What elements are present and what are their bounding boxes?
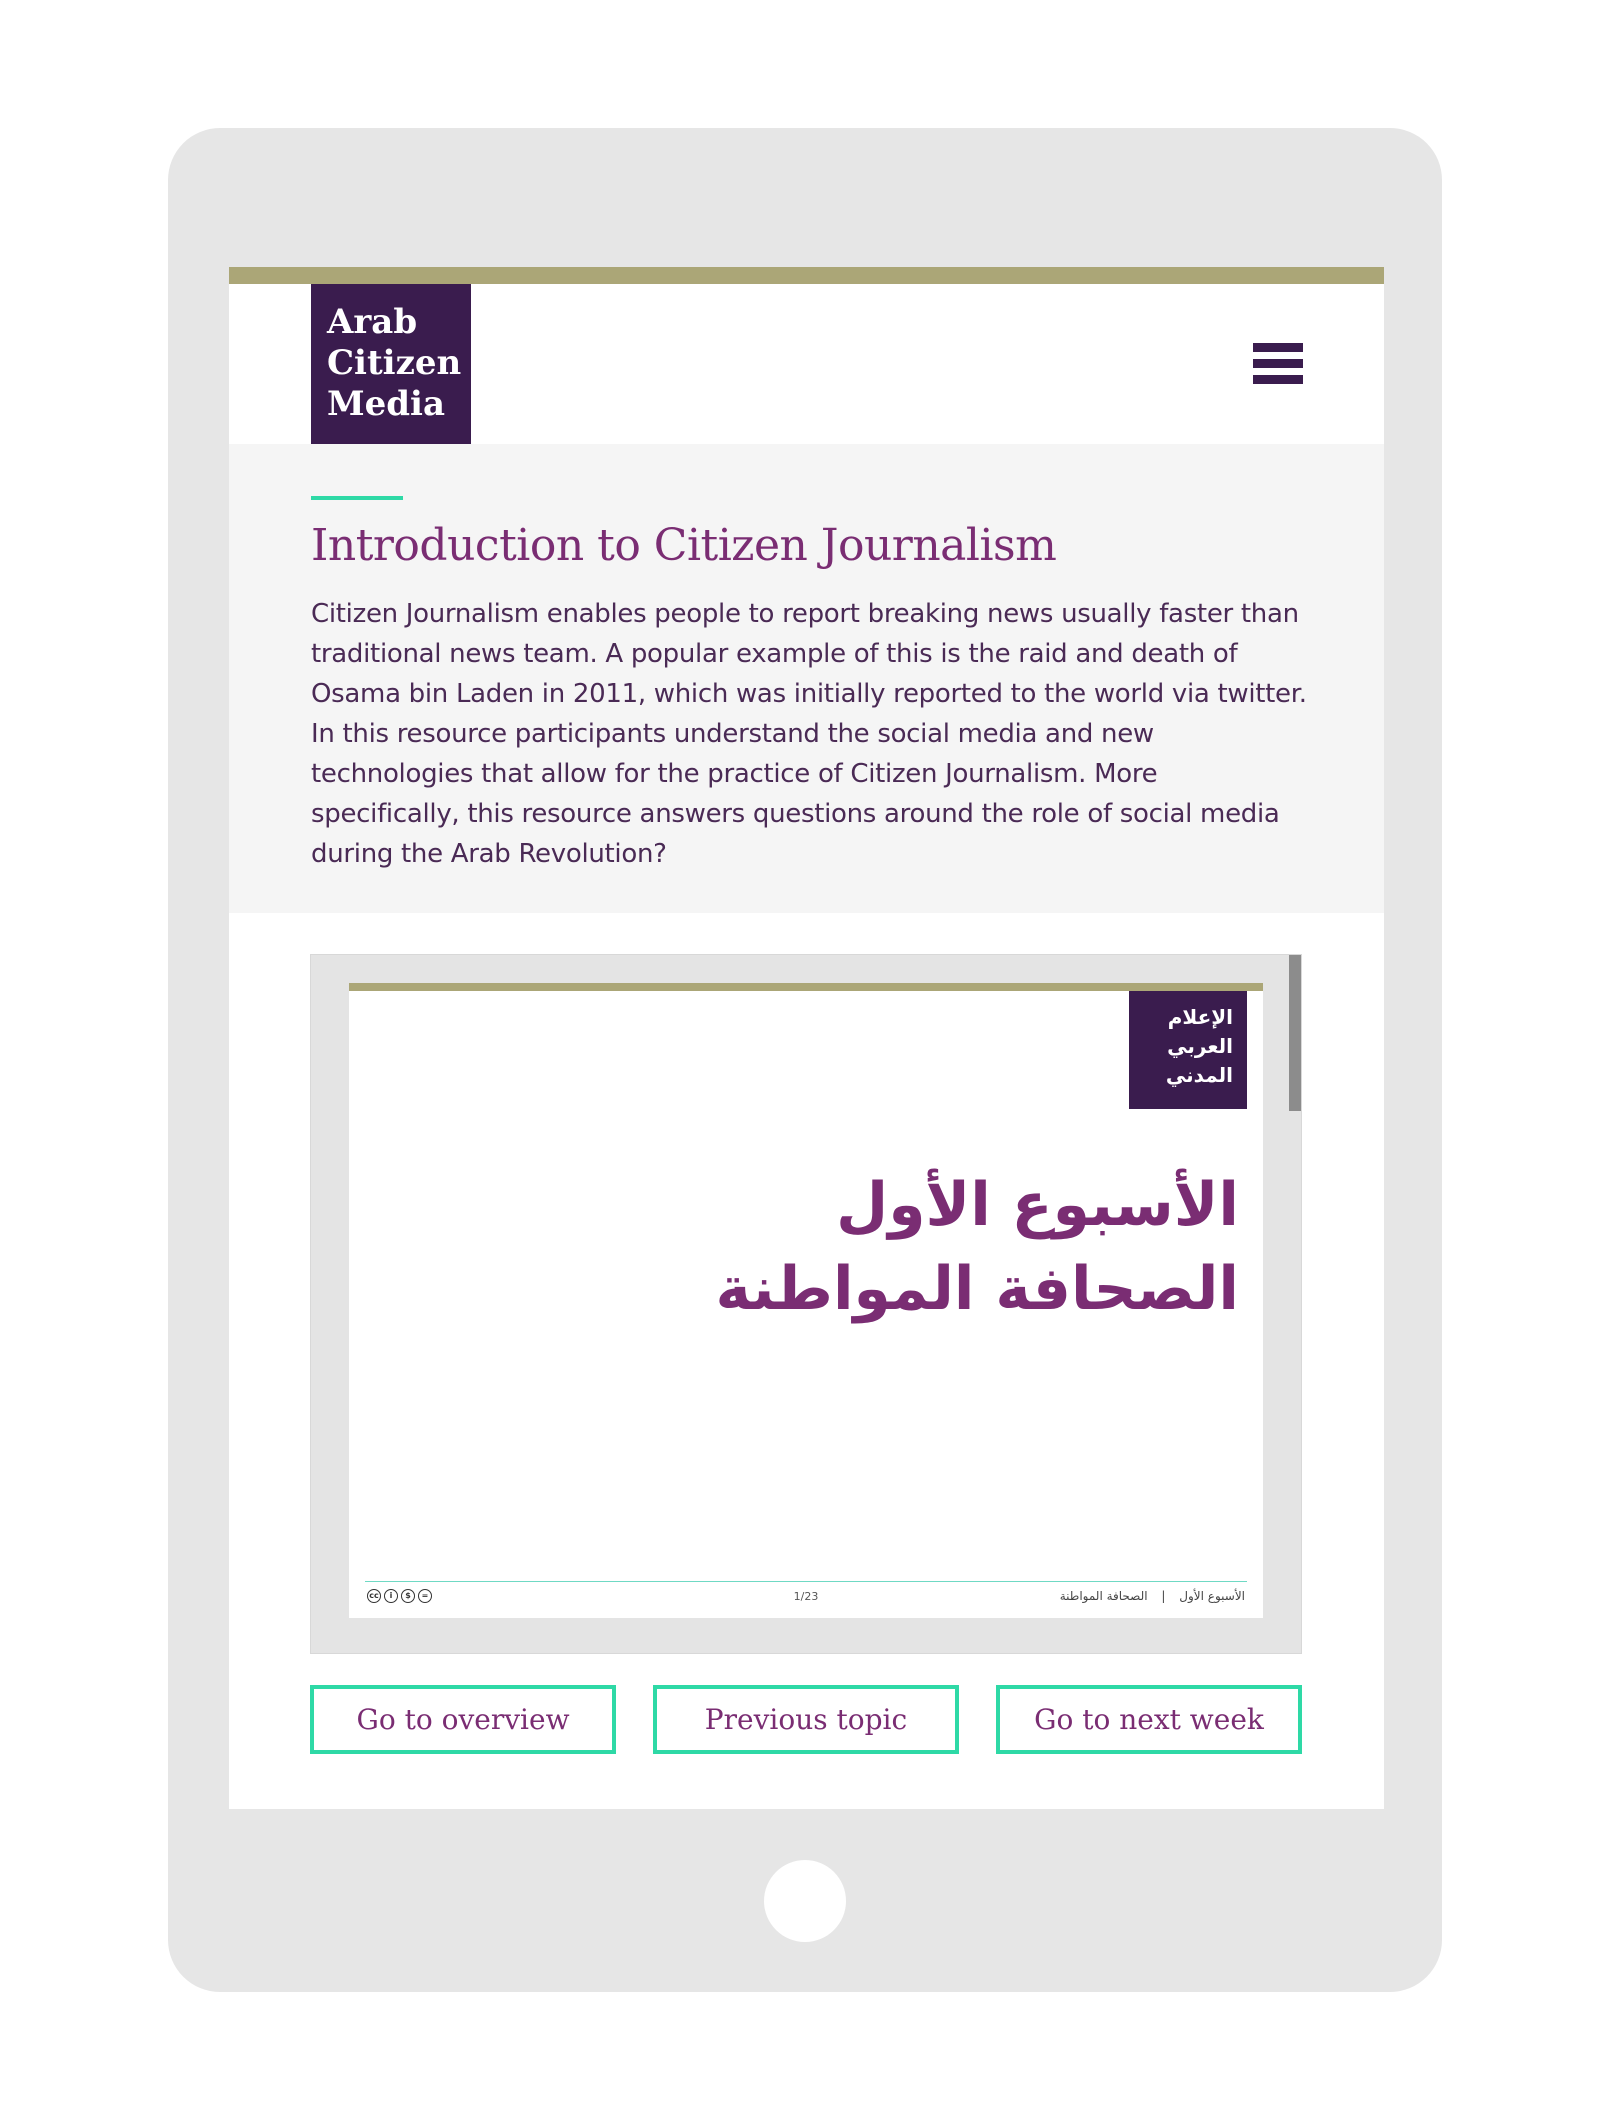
slide-footer-labels xyxy=(1060,1589,1245,1603)
slide-footer-divider xyxy=(365,1581,1247,1582)
intro-section xyxy=(229,444,1384,913)
site-logo[interactable] xyxy=(311,284,471,444)
page-title: Introduction to Citizen Journalism xyxy=(311,520,1057,571)
logo-line: Media xyxy=(327,384,445,424)
footer-week: الأسبوع الأول xyxy=(1179,1589,1245,1603)
license-icons xyxy=(367,1589,432,1605)
slide-title xyxy=(716,1163,1239,1331)
site-header xyxy=(229,284,1384,444)
slide-page-number: 1/23 xyxy=(793,1590,819,1603)
slide xyxy=(349,983,1263,1618)
footer-topic: الصحافة المواطنة xyxy=(1059,1589,1148,1603)
nc-icon: $ xyxy=(401,1589,415,1603)
slide-logo xyxy=(1129,991,1247,1109)
intro-description: Citizen Journalism enables people to report breaking news usually faster than traditional news team. A popular example of this is the raid and death of Osama bin Laden in 2011, which was initially reported to the world via twitter. In this resource participants understand the social media and new technologies that allow for the practice of Citizen Journalism. More specifically, this resource answers questions around the role of social media during the Arab Revolution? xyxy=(311,599,1307,869)
slide-logo-line: المدني xyxy=(1165,1063,1233,1087)
title-accent-line xyxy=(311,496,403,500)
slide-logo-line: الإعلام xyxy=(1167,1005,1233,1029)
nd-icon: = xyxy=(418,1589,432,1603)
by-icon: i xyxy=(384,1589,398,1603)
viewer-scrollbar[interactable] xyxy=(1289,955,1301,1111)
next-week-button[interactable]: Go to next week xyxy=(996,1685,1302,1754)
slide-viewer[interactable] xyxy=(310,954,1302,1654)
slide-title-line: الأسبوع الأول xyxy=(836,1170,1239,1240)
go-to-overview-button[interactable]: Go to overview xyxy=(310,1685,616,1754)
slide-logo-line: العربي xyxy=(1167,1034,1233,1058)
previous-topic-button[interactable]: Previous topic xyxy=(653,1685,959,1754)
slide-accent-bar xyxy=(349,983,1263,991)
footer-separator: | xyxy=(1161,1589,1166,1603)
logo-line: Citizen xyxy=(327,343,462,383)
top-accent-bar xyxy=(229,267,1384,284)
logo-line: Arab xyxy=(327,302,418,342)
slide-title-line: الصحافة المواطنة xyxy=(715,1254,1239,1324)
home-button[interactable] xyxy=(764,1860,846,1942)
hamburger-icon[interactable] xyxy=(1253,343,1303,385)
cc-icon: cc xyxy=(367,1589,381,1603)
screen xyxy=(229,267,1384,1809)
